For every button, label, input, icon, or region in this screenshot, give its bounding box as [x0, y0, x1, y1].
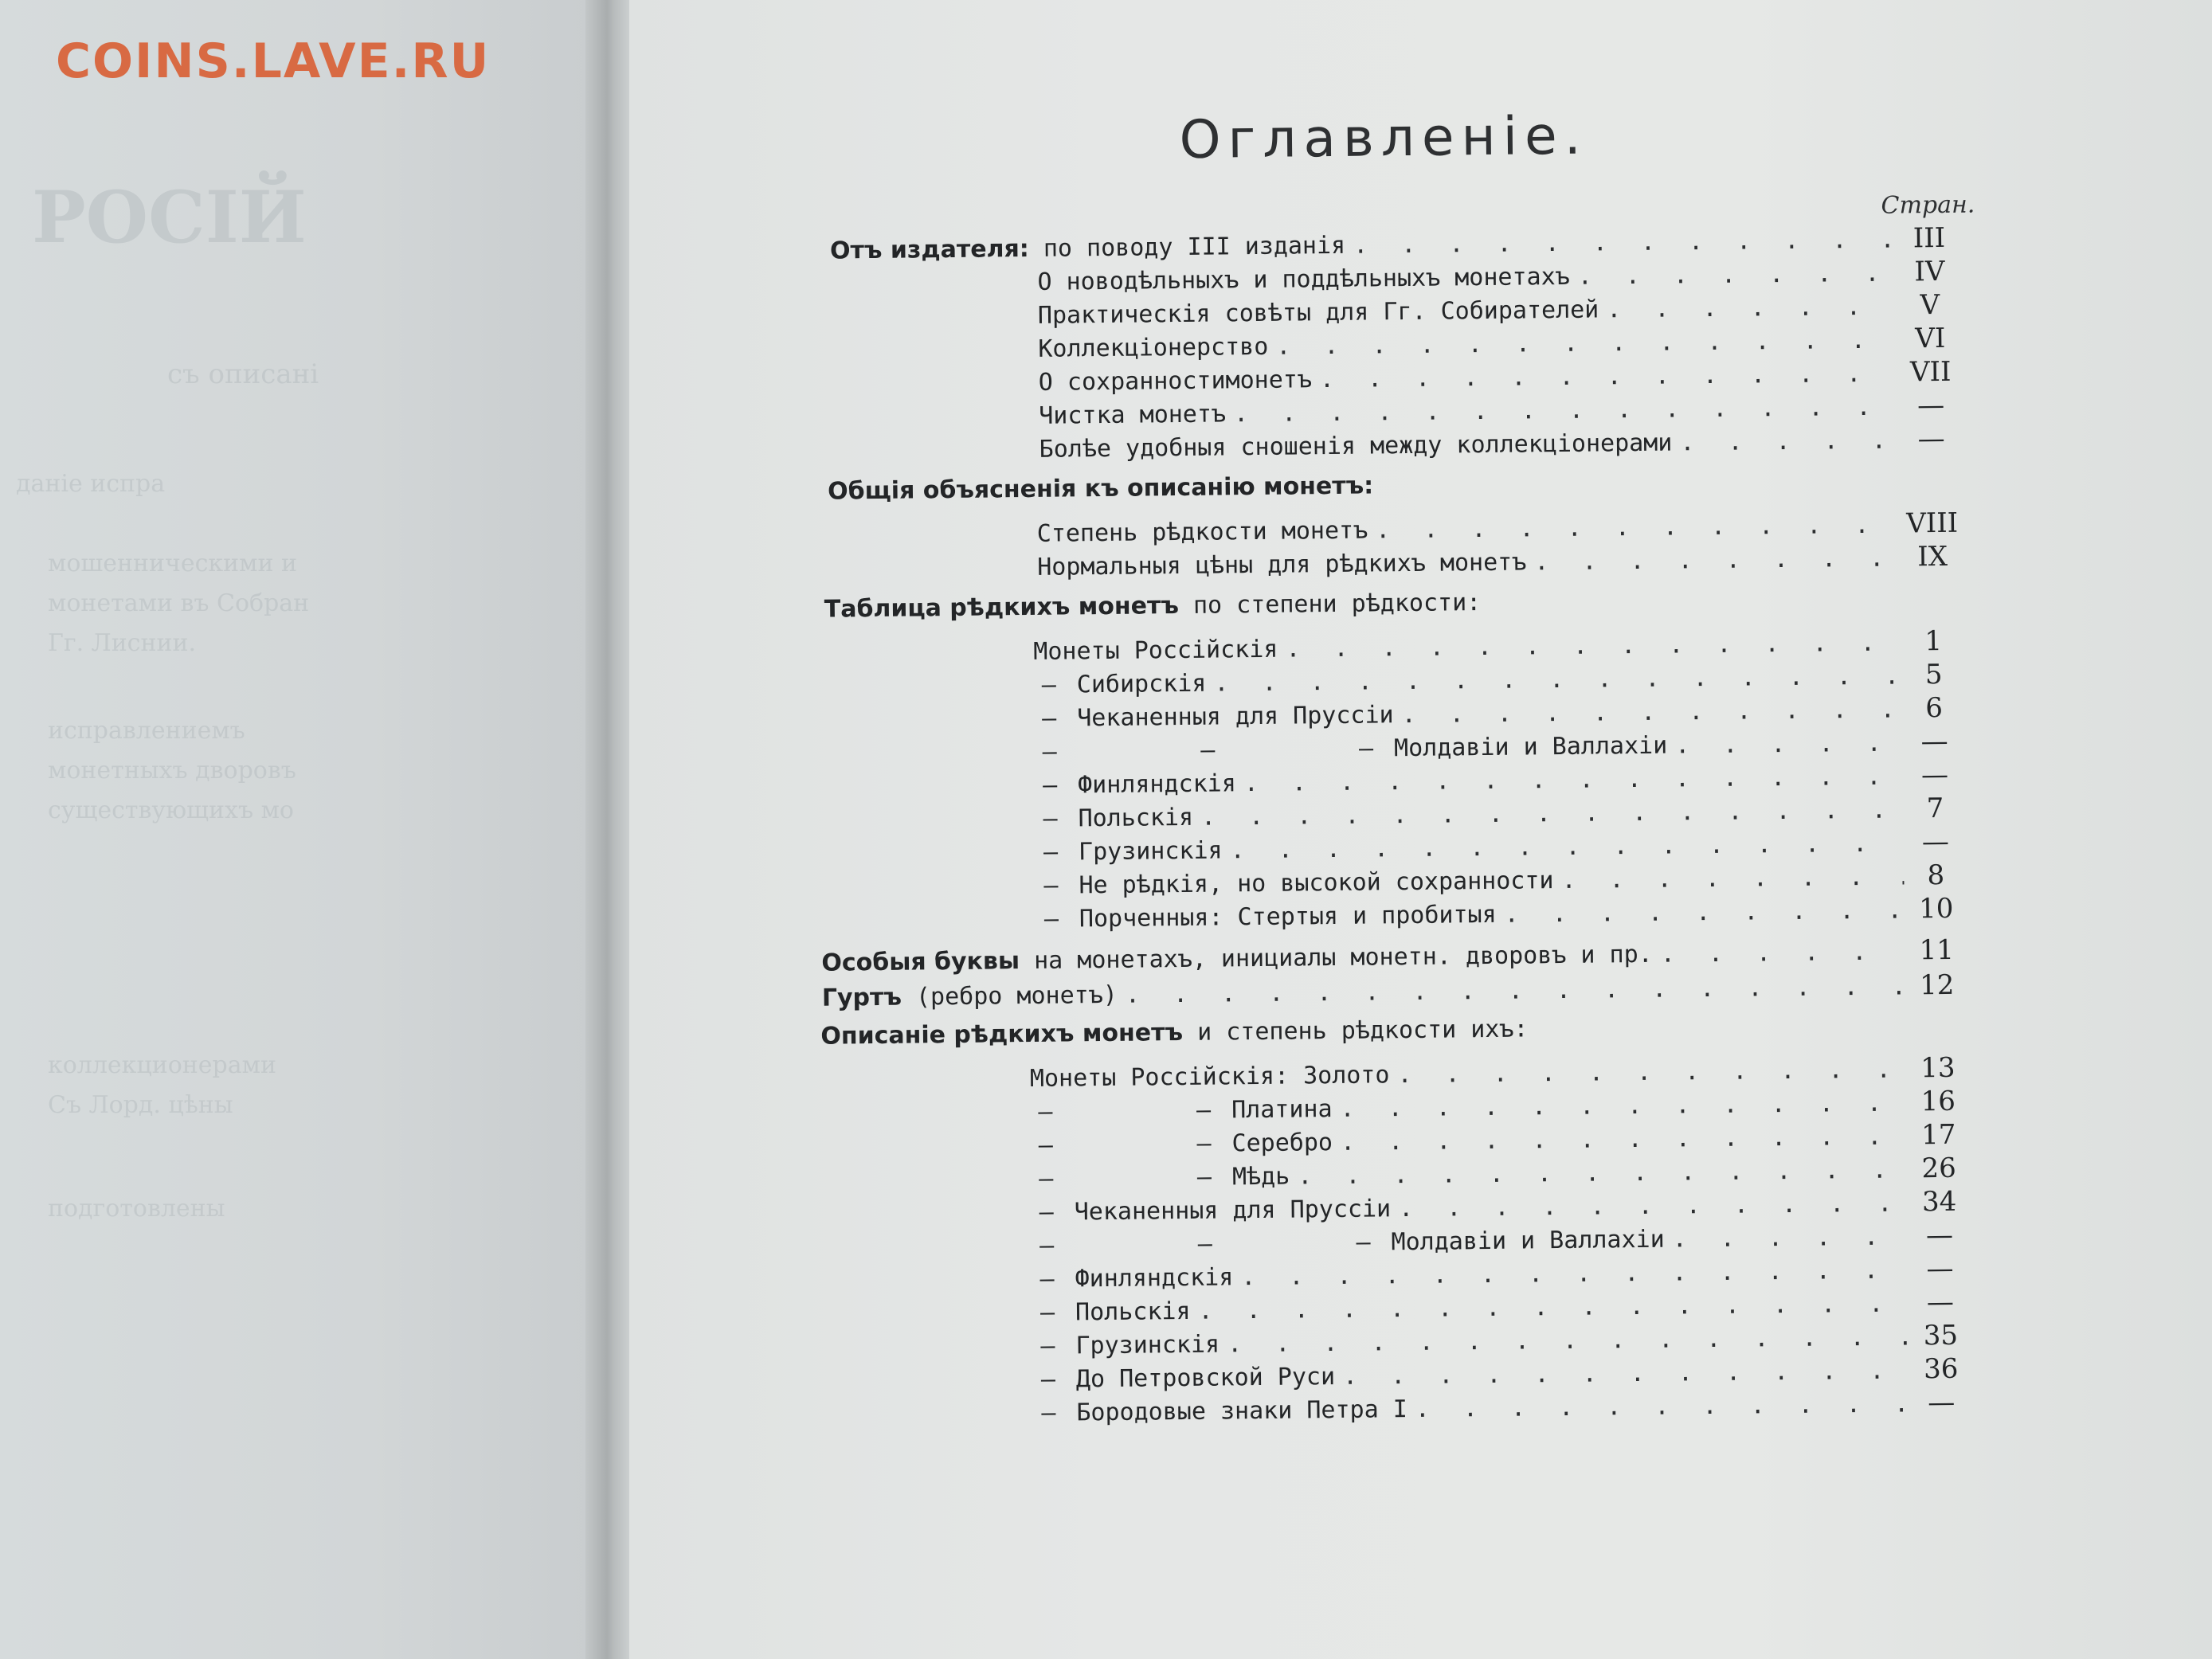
page-number: 12 — [1919, 968, 1955, 1002]
entry-label: на монетахъ, инициалы монетн. дворовъ и пр. — [1019, 940, 1653, 976]
entry-indent — [808, 1254, 1039, 1256]
entry-label: Польскiя — [1075, 1297, 1191, 1327]
page-number: 8 — [1927, 859, 1945, 892]
entry-indent — [805, 827, 1043, 829]
entry-label: Чеканенныя для Пруссiи — [1077, 701, 1394, 733]
entry-ditto-marks: — — [1043, 804, 1058, 833]
page-number: — — [1926, 1252, 1954, 1285]
bleed-through-text: монетныхъ дворовъ — [48, 757, 296, 785]
bleed-through-text: данiе испра — [16, 470, 166, 498]
entry-ditto-marks: — — [1042, 771, 1058, 800]
page-number: 5 — [1924, 658, 1943, 691]
entry-indent — [807, 1120, 1038, 1122]
entry-label: по степени рѣдкости: — [1178, 589, 1482, 620]
entry-ditto-marks: — — [1043, 838, 1059, 867]
page-number: 34 — [1921, 1185, 1957, 1219]
page-number: — — [1928, 1386, 1956, 1419]
dot-leader — [1496, 893, 1905, 932]
entry-label: До Петровской Руси — [1075, 1363, 1336, 1394]
entry-indent — [804, 760, 1043, 762]
entry-label: Грузинскiя — [1078, 836, 1223, 867]
entry-heading: Особыя буквы — [821, 947, 1020, 977]
entry-ditto-marks: — — [1042, 704, 1057, 733]
page-number: — — [1920, 725, 1948, 758]
page-number: VIII — [1906, 507, 1959, 540]
toc-entry — [802, 581, 1965, 628]
entry-indent — [801, 542, 1037, 544]
left-page — [0, 0, 613, 1659]
entry-label: Чеканенныя для Пруссiи — [1074, 1195, 1392, 1227]
bleed-through-text: коллекционерами — [48, 1051, 276, 1079]
entry-indent — [803, 693, 1042, 695]
entry-indent — [809, 1321, 1040, 1323]
bleed-through-text: съ описані — [167, 358, 319, 390]
entry-label: по поводу III изданiя — [1028, 231, 1346, 263]
entry-label: Серебро — [1231, 1129, 1333, 1158]
page-number: — — [1926, 1285, 1955, 1319]
page-number: 1 — [1924, 624, 1943, 658]
entry-label: Бородовые знаки Петра I — [1076, 1395, 1407, 1427]
entry-ditto-marks: — — [1039, 1198, 1054, 1227]
entry-ditto-marks: — — — — [1042, 734, 1374, 766]
table-of-contents — [797, 82, 2087, 1609]
page-number: 13 — [1920, 1051, 1956, 1085]
bleed-through-text: монетами въ Собран — [48, 589, 310, 617]
entry-label: Молдавiи и Валлахiи — [1391, 1225, 1665, 1257]
page-number: IV — [1914, 255, 1945, 288]
entry-indent — [810, 1387, 1041, 1390]
entry-label: Монеты Россiйскiя: Золото — [1029, 1061, 1390, 1093]
page-number: — — [1917, 422, 1945, 456]
dot-leader — [1407, 1387, 1910, 1427]
entry-label: Степень рѣдкости монетъ — [1036, 516, 1368, 548]
entry-indent — [799, 290, 1038, 292]
entry-indent — [799, 357, 1038, 359]
bleed-through-text: Съ Лорд. цѣны — [48, 1091, 233, 1119]
entry-indent — [801, 575, 1037, 577]
entry-label: Финляндскiя — [1077, 769, 1237, 800]
page-number: 10 — [1918, 892, 1954, 925]
page-number: 16 — [1920, 1085, 1956, 1118]
entry-heading: Таблица рѣдкихъ монетъ — [824, 592, 1180, 624]
entry-indent — [805, 927, 1044, 929]
page-number: 36 — [1923, 1352, 1959, 1386]
entry-ditto-marks: — — [1043, 871, 1059, 900]
page-number: 17 — [1920, 1118, 1956, 1152]
page-number: VII — [1909, 355, 1952, 389]
entry-label: Финляндскiя — [1075, 1263, 1234, 1293]
entry-label: О новодѣльныхъ и поддѣльныхъ монетахъ — [1037, 262, 1570, 296]
entry-indent — [807, 1086, 1030, 1089]
entry-label: Порченныя: Стертыя и пробитыя — [1079, 900, 1497, 933]
entry-label: и степень рѣдкости ихъ: — [1182, 1015, 1529, 1047]
entry-indent — [802, 659, 1033, 662]
page-number: 11 — [1919, 933, 1955, 967]
entry-ditto-marks: — — [1043, 905, 1059, 933]
entry-label: Мѣдь — [1231, 1162, 1290, 1191]
entry-indent — [800, 424, 1039, 426]
bleed-through-text: мошенническими и — [48, 550, 298, 577]
dot-leader — [1672, 424, 1900, 461]
bleed-through-text: существующихъ мо — [48, 796, 294, 824]
entry-ditto-marks: — — — [1038, 1129, 1212, 1160]
watermark-text: COINS.LAVE.RU — [56, 33, 491, 89]
page-title: Оглавленiе. — [1179, 104, 1588, 170]
page-number — [1900, 487, 1963, 488]
entry-label: (ребро монетъ) — [901, 980, 1118, 1011]
entry-heading: Отъ издателя: — [829, 234, 1029, 265]
spacer — [1373, 488, 1900, 494]
spacer — [1481, 606, 1901, 611]
entry-ditto-marks: — — [1041, 1399, 1056, 1427]
entry-label: Платина — [1231, 1095, 1333, 1125]
page-number: 26 — [1921, 1152, 1957, 1185]
entry-ditto-marks: — — — [1039, 1163, 1212, 1193]
entry-label: Молдавiи и Валлахiи — [1393, 731, 1668, 763]
entry-label: Не рѣдкiя, но высокой сохранности — [1079, 867, 1554, 900]
entry-label: Польскiя — [1078, 803, 1194, 833]
entry-label: Практическiя совѣты для Гг. Собирателей — [1037, 295, 1599, 330]
bleed-through-text: подготовлены — [48, 1195, 225, 1223]
entry-heading: Общiя объясненiя къ описанiю монетъ: — [828, 471, 1374, 506]
entry-ditto-marks: — — [1041, 671, 1057, 699]
page-number — [1901, 605, 1965, 606]
page-number: — — [1916, 389, 1945, 422]
entry-ditto-marks: — — [1039, 1265, 1055, 1293]
entry-label: Коллекцiонерство — [1038, 332, 1269, 363]
entry-ditto-marks: — — — — [1039, 1228, 1371, 1260]
page-number: 7 — [1926, 792, 1944, 825]
page-number: V — [1920, 288, 1940, 322]
dot-leader — [1526, 542, 1901, 581]
spacer — [1529, 1032, 1906, 1036]
pages-column-label: Стран. — [1881, 190, 1975, 220]
entry-indent — [801, 457, 1039, 460]
page-number: 6 — [1925, 691, 1944, 725]
page-number: IX — [1917, 540, 1948, 573]
toc-entry — [801, 463, 1963, 510]
dot-leader — [1118, 969, 1905, 1012]
entry-indent — [810, 1421, 1041, 1423]
entry-indent — [805, 860, 1043, 863]
entry-heading: Гуртъ — [821, 983, 902, 1012]
entry-indent — [799, 323, 1038, 326]
page-number: III — [1912, 221, 1946, 255]
entry-indent — [803, 726, 1042, 729]
page-number: — — [1921, 825, 1950, 859]
entry-label: Монеты Россiйскiя — [1033, 635, 1278, 666]
entry-ditto-marks: — — — [1038, 1096, 1212, 1126]
entry-indent — [808, 1153, 1039, 1156]
page-number: VI — [1915, 322, 1946, 355]
entry-label: Болѣе удобныя сношенiя между коллекцiонерами — [1039, 428, 1673, 464]
page-number: — — [1920, 758, 1949, 792]
page-number: 35 — [1923, 1319, 1959, 1352]
entry-label: О сохранностимонетъ — [1038, 366, 1313, 397]
entry-indent — [808, 1220, 1039, 1223]
entry-label: Грузинскiя — [1075, 1330, 1220, 1360]
entry-ditto-marks: — — [1040, 1332, 1055, 1360]
entry-indent — [809, 1287, 1040, 1289]
entry-indent — [800, 390, 1039, 393]
entry-indent — [810, 1354, 1041, 1356]
bleed-through-text: РОСІЙ — [32, 175, 307, 260]
entry-indent — [804, 793, 1043, 796]
entry-indent — [808, 1187, 1039, 1189]
page-number: — — [1925, 1219, 1954, 1252]
dot-leader — [1653, 934, 1905, 972]
page-number — [1905, 1032, 1969, 1033]
entry-label: Нормальныя цѣны для рѣдкихъ монетъ — [1037, 548, 1527, 581]
entry-ditto-marks: — — [1039, 1298, 1055, 1327]
entry-ditto-marks: — — [1040, 1365, 1056, 1394]
entry-indent — [805, 894, 1044, 896]
bleed-through-text: исправлениемъ — [48, 717, 245, 745]
book-gutter — [585, 0, 633, 1659]
bleed-through-text: Гг. Лиснии. — [48, 629, 197, 657]
entry-label: Сибирскiя — [1076, 669, 1207, 699]
entry-label: Чистка монетъ — [1039, 400, 1227, 430]
entry-heading: Описанiе рѣдкихъ монетъ — [820, 1018, 1184, 1051]
